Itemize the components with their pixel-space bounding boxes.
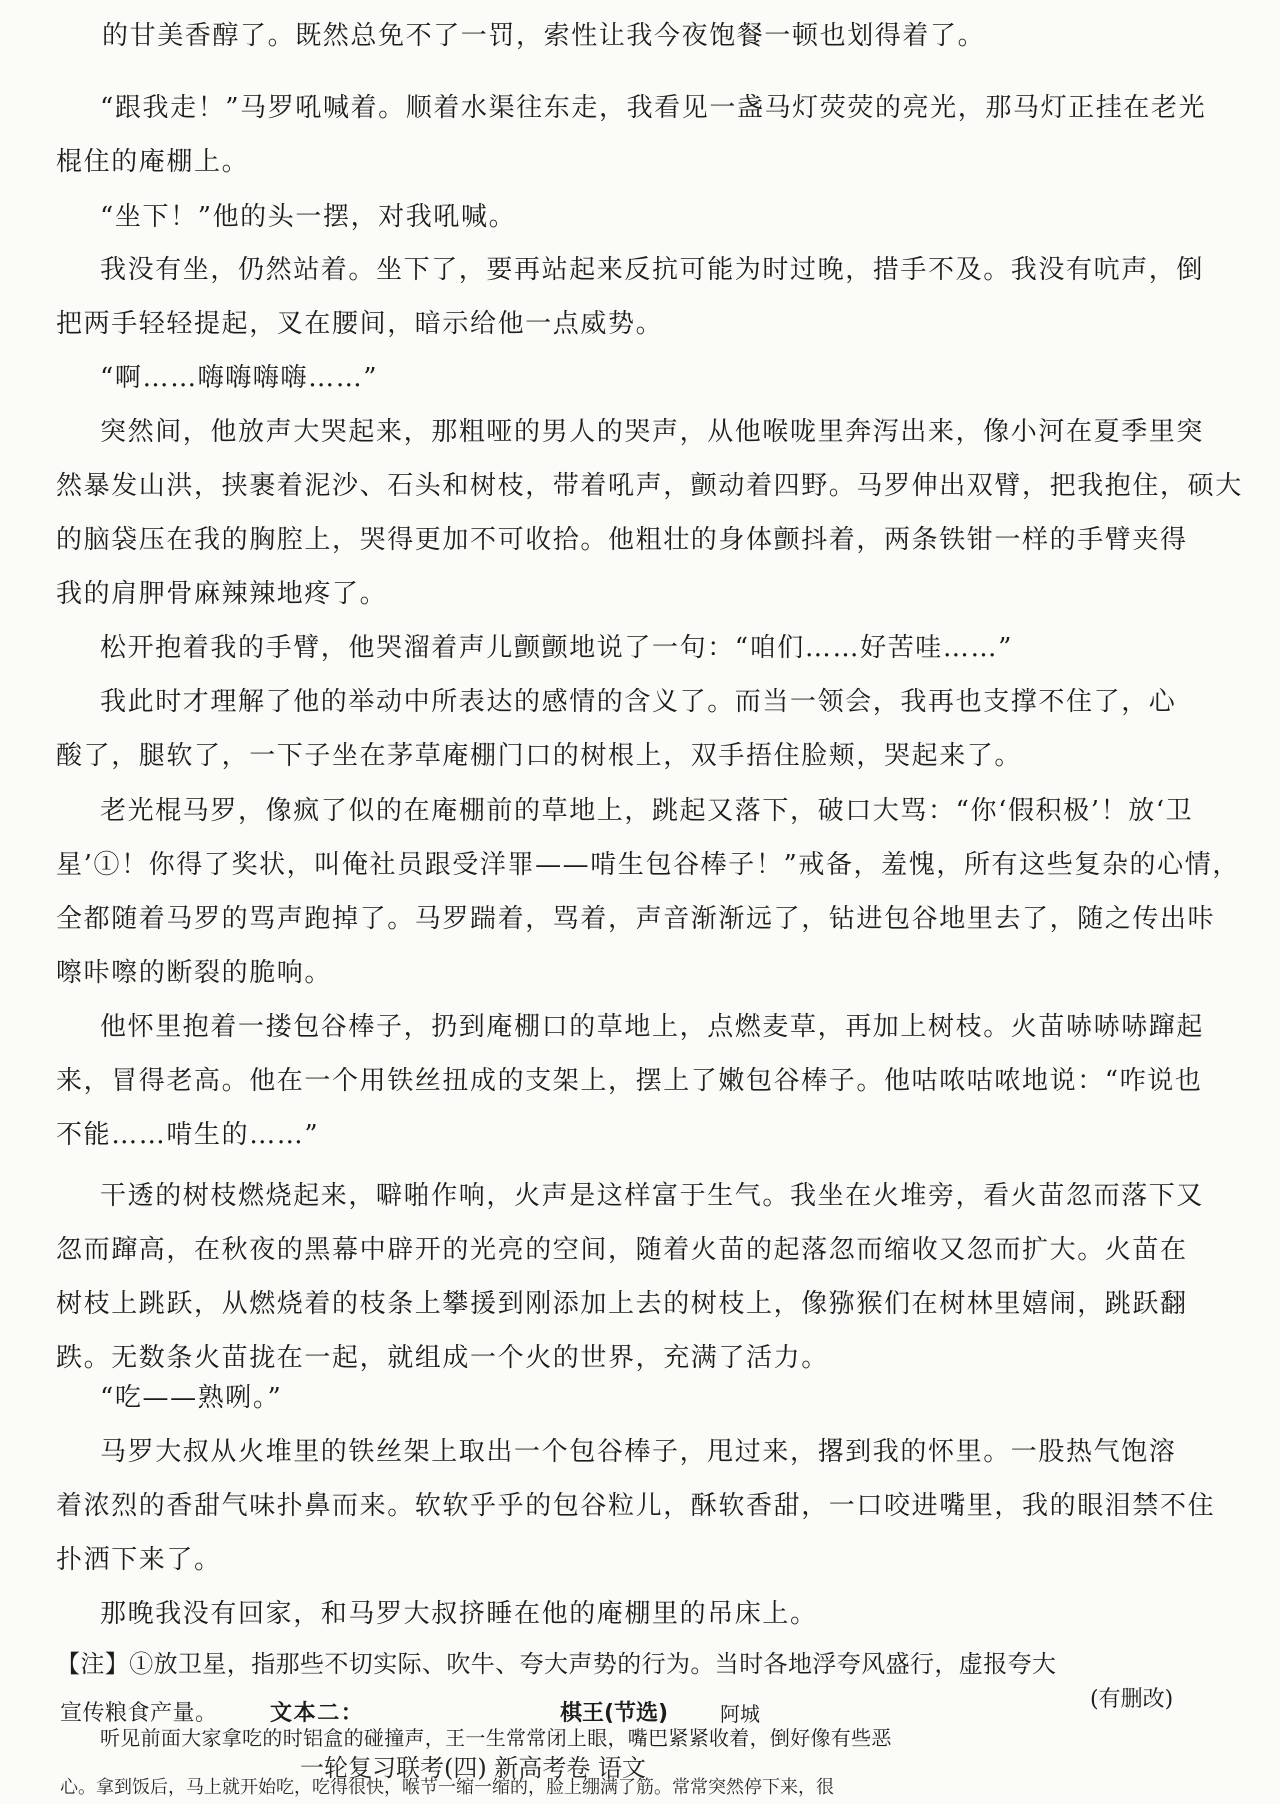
paragraph-line: 我的肩胛骨麻辣辣地疼了。 <box>56 579 388 609</box>
paragraph-line: 的甘美香醇了。既然总免不了一罚，索性让我今夜饱餐一顿也划得着了。 <box>102 21 986 51</box>
paragraph-line: 我此时才理解了他的举动中所表达的感情的含义了。而当一领会，我再也支撑不住了，心 <box>100 687 1177 717</box>
paragraph-line: 星’①！你得了奖状，叫俺社员跟受洋罪——啃生包谷棒子！”戒备，羞愧，所有这些复杂的心情， <box>56 850 1240 880</box>
paragraph-line: 我没有坐，仍然站着。坐下了，要再站起来反抗可能为时过晚，措手不及。我没有吭声，倒 <box>100 255 1205 285</box>
paragraph-line: “啊……嗨嗨嗨嗨……” <box>100 363 379 393</box>
paragraph-line: “跟我走！”马罗吼喊着。顺着水渠往东走，我看见一盏马灯荧荧的亮光，那马灯正挂在老光 <box>100 93 1207 123</box>
paragraph-line: 棍住的庵棚上。 <box>56 147 250 177</box>
paragraph-line: 突然间，他放声大哭起来，那粗哑的男人的哭声，从他喉咙里奔泻出来，像小河在夏季里突 <box>100 417 1205 447</box>
paragraph-line: 马罗大叔从火堆里的铁丝架上取出一个包谷棒子，甩过来，撂到我的怀里。一股热气饱溶 <box>100 1437 1177 1467</box>
text-two-author: 阿城 <box>720 1702 760 1726</box>
paragraph-line: 把两手轻轻提起，叉在腰间，暗示给他一点威势。 <box>56 309 664 339</box>
page-footer: 一轮复习联考(四) 新高考卷 语文 <box>300 1754 646 1782</box>
paragraph-line: 酸了，腿软了，一下子坐在茅草庵棚门口的树根上，双手捂住脸颊，哭起来了。 <box>56 741 1023 771</box>
paragraph-line: 然暴发山洪，挟裹着泥沙、石头和树枝，带着吼声，颤动着四野。马罗伸出双臂，把我抱住，硕大 <box>56 471 1243 501</box>
paragraph-line: 全都随着马罗的骂声跑掉了。马罗踹着，骂着，声音渐渐远了，钻进包谷地里去了，随之传出咔 <box>56 904 1216 934</box>
paragraph-line: 着浓烈的香甜气味扑鼻而来。软软乎乎的包谷粒儿，酥软香甜，一口咬进嘴里，我的眼泪禁不住 <box>56 1491 1216 1521</box>
paragraph-line: 嚓咔嚓的断裂的脆响。 <box>56 958 333 988</box>
paragraph-line: 心。拿到饭后，马上就开始吃，吃得很快，喉节一缩一缩的，脸上绷满了筋。常常突然停下来，很 <box>60 1777 834 1798</box>
paragraph-line: 的脑袋压在我的胸腔上，哭得更加不可收拾。他粗壮的身体颤抖着，两条铁钳一样的手臂夹得 <box>56 525 1188 555</box>
footnote-line: 【注】①放卫星，指那些不切实际、吹牛、夸大声势的行为。当时各地浮夸风盛行，虚报夸大 <box>56 1650 1057 1678</box>
revision-note: (有删改) <box>1090 1687 1174 1712</box>
paragraph-line: 松开抱着我的手臂，他哭溜着声儿颤颤地说了一句：“咱们……好苦哇……” <box>100 633 1013 663</box>
paragraph-line: 他怀里抱着一搂包谷棒子，扔到庵棚口的草地上，点燃麦草，再加上树枝。火苗哧哧哧蹿起 <box>100 1012 1205 1042</box>
paragraph-line: “坐下！”他的头一摆，对我吼喊。 <box>100 202 517 232</box>
paragraph-line: 树枝上跳跃，从燃烧着的枝条上攀援到刚添加上去的树枝上，像猕猴们在树林里嬉闹，跳跃翻 <box>56 1289 1188 1319</box>
paragraph-line: 那晚我没有回家，和马罗大叔挤睡在他的庵棚里的吊床上。 <box>100 1599 818 1629</box>
paragraph-line: 跌。无数条火苗拢在一起，就组成一个火的世界，充满了活力。 <box>56 1343 829 1373</box>
paragraph-line: 老光棍马罗，像疯了似的在庵棚前的草地上，跳起又落下，破口大骂：“你‘假积极’！放‘卫 <box>100 796 1194 826</box>
paragraph-line: 扑洒下来了。 <box>56 1545 222 1575</box>
paragraph-line: “吃——熟咧。” <box>100 1383 283 1413</box>
paragraph-line: 听见前面大家拿吃的时铝盒的碰撞声，王一生常常闭上眼，嘴巴紧紧收着，倒好像有些恶 <box>100 1726 892 1750</box>
text-two-heading: 文本二： <box>270 1701 365 1726</box>
paragraph-line: 不能……啃生的……” <box>56 1120 320 1150</box>
paragraph-line: 忽而蹿高，在秋夜的黑幕中辟开的光亮的空间，随着火苗的起落忽而缩收又忽而扩大。火苗在 <box>56 1235 1188 1265</box>
paragraph-line: 来，冒得老高。他在一个用铁丝扭成的支架上，摆上了嫩包谷棒子。他咕哝咕哝地说：“咋说也 <box>56 1066 1203 1096</box>
paragraph-line: 干透的树枝燃烧起来，噼啪作响，火声是这样富于生气。我坐在火堆旁，看火苗忽而落下又 <box>100 1181 1205 1211</box>
text-two-title: 棋王(节选) <box>560 1701 669 1726</box>
footnote-line: 宣传粮食产量。 <box>60 1701 218 1726</box>
